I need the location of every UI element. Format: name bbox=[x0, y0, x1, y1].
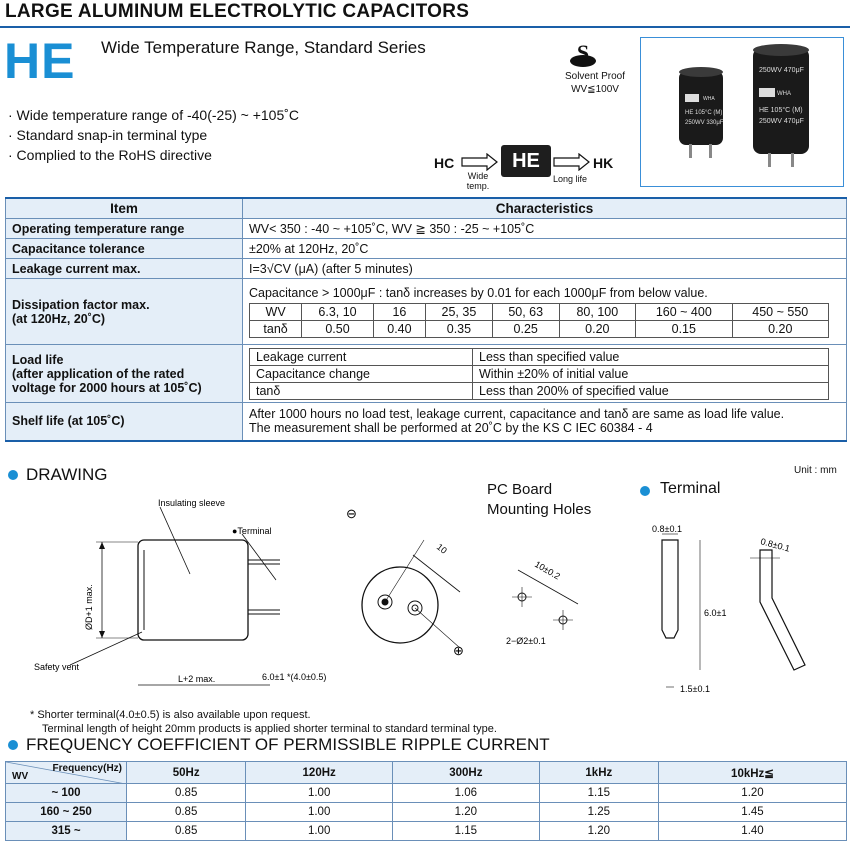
bullet-icon bbox=[8, 740, 18, 750]
cap-large-brand: WHA bbox=[777, 91, 791, 97]
bullet-icon bbox=[8, 470, 18, 480]
minus-icon: ⊖ bbox=[346, 506, 357, 521]
df-tan: 0.20 bbox=[559, 320, 636, 337]
solvent-proof-icon bbox=[566, 40, 600, 68]
df-note: Capacitance > 1000μF : tanδ increases by 0.01 for each 1000μF from below value. bbox=[249, 285, 708, 300]
row-label: Operating temperature range bbox=[6, 219, 243, 239]
label-terminal-width: 0.8±0.1 bbox=[652, 524, 682, 534]
cap-small-brand: WHA bbox=[703, 96, 715, 102]
ripple-value: 1.15 bbox=[539, 784, 658, 803]
df-wv: 450 ~ 550 bbox=[732, 303, 828, 320]
label-terminal: ●Terminal bbox=[232, 526, 272, 536]
load-key: Capacitance change bbox=[250, 365, 473, 382]
flow-to: HK bbox=[593, 155, 614, 171]
dissipation-subtable bbox=[249, 303, 829, 338]
cap-large-line2: 250WV 470μF bbox=[759, 118, 804, 125]
ripple-value: 1.00 bbox=[246, 803, 393, 822]
ripple-value: 1.25 bbox=[539, 803, 658, 822]
ripple-value: 0.85 bbox=[127, 822, 246, 841]
df-tan: 0.50 bbox=[302, 320, 374, 337]
capacitor-photo-image bbox=[641, 38, 842, 185]
df-wv-label: WV bbox=[250, 303, 302, 320]
load-value: Less than 200% of specified value bbox=[473, 382, 829, 399]
ripple-value: 1.00 bbox=[246, 784, 393, 803]
series-name: Wide Temperature Range, Standard Series bbox=[101, 38, 426, 57]
ripple-row bbox=[6, 822, 847, 841]
ripple-corner bbox=[6, 762, 127, 784]
label-terminal-length: 6.0±1 *(4.0±0.5) bbox=[262, 672, 327, 682]
freq-header: 120Hz bbox=[246, 762, 393, 784]
row-label: Shelf life (at 105˚C) bbox=[6, 403, 243, 441]
ripple-value: 0.85 bbox=[127, 784, 246, 803]
label-ten: 10 bbox=[434, 541, 449, 556]
arrow-right-icon bbox=[461, 153, 499, 171]
load-key: tanδ bbox=[250, 382, 473, 399]
cap-large-line1: HE 105°C (M) bbox=[759, 107, 803, 114]
ripple-wv: 315 ~ bbox=[6, 822, 127, 841]
bullet-icon bbox=[640, 486, 650, 496]
solvent-logo-letter: S bbox=[576, 40, 590, 65]
characteristics-table bbox=[5, 197, 847, 442]
unit-label: Unit : mm bbox=[794, 465, 837, 476]
terminal-heading: Terminal bbox=[660, 480, 721, 497]
ripple-value: 1.20 bbox=[539, 822, 658, 841]
header-characteristics: Characteristics bbox=[243, 198, 847, 219]
label-pcb-pitch: 10±0.2 bbox=[533, 559, 562, 582]
drawing-notes bbox=[30, 708, 497, 736]
arrow-right-icon bbox=[553, 153, 591, 171]
df-label-1: Dissipation factor max. bbox=[12, 297, 150, 312]
ripple-value: 1.40 bbox=[659, 822, 847, 841]
ripple-wv: ~ 100 bbox=[6, 784, 127, 803]
feature-item: · Standard snap-in terminal type bbox=[8, 127, 208, 143]
freq-header: 50Hz bbox=[127, 762, 246, 784]
load-life-subtable bbox=[249, 348, 829, 400]
row-label-load-life bbox=[6, 345, 243, 403]
load-label-2: (after application of the rated bbox=[12, 366, 185, 381]
capacitor-top-drawing bbox=[340, 500, 490, 660]
label-length: L+2 max. bbox=[178, 674, 216, 684]
freq-header: 10kHz≦ bbox=[659, 762, 847, 784]
shelf-life-cell bbox=[243, 403, 847, 441]
label-terminal-width-2: 0.8±0.1 bbox=[759, 536, 792, 554]
freq-header: 300Hz bbox=[393, 762, 540, 784]
label-terminal-len: 6.0±1 bbox=[704, 608, 727, 618]
cap-small-line2: 250WV 330μF bbox=[685, 120, 724, 126]
dissipation-cell bbox=[243, 279, 847, 345]
df-wv: 160 ~ 400 bbox=[636, 303, 732, 320]
load-label-3: voltage for 2000 hours at 105˚C) bbox=[12, 380, 202, 395]
drawing-note-1: * Shorter terminal(4.0±0.5) is also available upon request. bbox=[30, 709, 311, 721]
df-wv: 6.3, 10 bbox=[302, 303, 374, 320]
ripple-value: 1.45 bbox=[659, 803, 847, 822]
ripple-table bbox=[5, 761, 847, 841]
drawing-heading: DRAWING bbox=[26, 465, 108, 484]
df-wv: 16 bbox=[373, 303, 425, 320]
label-diameter: ØD+1 max. bbox=[84, 584, 94, 630]
terminal-drawing bbox=[640, 520, 850, 700]
pcb-holes-drawing bbox=[490, 540, 600, 650]
solvent-proof-label bbox=[549, 70, 641, 96]
ripple-row bbox=[6, 784, 847, 803]
row-value: I=3√CV (μA) (after 5 minutes) bbox=[243, 259, 847, 279]
ripple-value: 1.15 bbox=[393, 822, 540, 841]
cap-small-line1: HE 105°C (M) bbox=[685, 110, 723, 116]
freq-header: 1kHz bbox=[539, 762, 658, 784]
label-insulating-sleeve: Insulating sleeve bbox=[158, 498, 226, 508]
feature-item: · Complied to the RoHS directive bbox=[8, 147, 212, 163]
row-label-dissipation bbox=[6, 279, 243, 345]
df-tan: 0.35 bbox=[426, 320, 493, 337]
shelf-line-2: The measurement shall be performed at 20˚C by the KS C IEC 60384 - 4 bbox=[249, 421, 653, 436]
ripple-wv: 160 ~ 250 bbox=[6, 803, 127, 822]
series-code: HE bbox=[4, 33, 76, 89]
capacitor-side-drawing bbox=[30, 490, 330, 700]
flow-from-note: Wide temp. bbox=[466, 171, 490, 191]
solvent-proof-line1: Solvent Proof bbox=[564, 71, 626, 82]
ripple-value: 1.00 bbox=[246, 822, 393, 841]
corner-frequency: Frequency(Hz) bbox=[52, 763, 122, 774]
ripple-value: 1.20 bbox=[659, 784, 847, 803]
ripple-value: 1.06 bbox=[393, 784, 540, 803]
plus-icon: ⊕ bbox=[453, 643, 464, 658]
title-rule bbox=[0, 26, 850, 28]
ripple-value: 0.85 bbox=[127, 803, 246, 822]
df-label-2: (at 120Hz, 20˚C) bbox=[12, 311, 106, 326]
header-item: Item bbox=[6, 198, 243, 219]
drawing-note-2: Terminal length of height 20mm products is applied shorter terminal to standard terminal type. bbox=[42, 723, 497, 735]
label-terminal-base: 1.5±0.1 bbox=[680, 684, 710, 694]
df-tan-label: tanδ bbox=[250, 320, 302, 337]
df-tan: 0.25 bbox=[492, 320, 559, 337]
ripple-row bbox=[6, 803, 847, 822]
df-tan: 0.15 bbox=[636, 320, 732, 337]
flow-current: HE bbox=[501, 145, 551, 177]
df-tan: 0.40 bbox=[373, 320, 425, 337]
row-value: ±20% at 120Hz, 20˚C bbox=[243, 239, 847, 259]
flow-to-note: Long life bbox=[553, 174, 588, 184]
df-wv: 50, 63 bbox=[492, 303, 559, 320]
row-label: Capacitance tolerance bbox=[6, 239, 243, 259]
product-photo bbox=[640, 37, 844, 187]
pcb-title-1: PC Board bbox=[487, 481, 553, 498]
pcb-title bbox=[487, 480, 591, 520]
feature-item: · Wide temperature range of -40(-25) ~ +105˚C bbox=[8, 107, 300, 123]
ripple-value: 1.20 bbox=[393, 803, 540, 822]
row-value: WV< 350 : -40 ~ +105˚C, WV ≧ 350 : -25 ~ +105˚C bbox=[243, 219, 847, 239]
label-safety-vent: Safety vent bbox=[34, 662, 80, 672]
load-value: Less than specified value bbox=[473, 348, 829, 365]
load-value: Within ±20% of initial value bbox=[473, 365, 829, 382]
load-key: Leakage current bbox=[250, 348, 473, 365]
label-pcb-holes: 2−Ø2±0.1 bbox=[506, 636, 546, 646]
pcb-title-2: Mounting Holes bbox=[487, 501, 592, 518]
df-wv: 80, 100 bbox=[559, 303, 636, 320]
ripple-heading: FREQUENCY COEFFICIENT OF PERMISSIBLE RIPPLE CURRENT bbox=[26, 735, 550, 754]
row-label: Leakage current max. bbox=[6, 259, 243, 279]
load-label-1: Load life bbox=[12, 352, 64, 367]
solvent-proof-line2: WV≦100V bbox=[571, 84, 619, 95]
flow-from: HC bbox=[434, 155, 455, 171]
load-life-cell bbox=[243, 345, 847, 403]
cap-large-top: 250WV 470μF bbox=[759, 67, 804, 74]
page-title: LARGE ALUMINUM ELECTROLYTIC CAPACITORS bbox=[5, 1, 470, 22]
corner-wv: WV bbox=[12, 771, 29, 782]
df-tan: 0.20 bbox=[732, 320, 828, 337]
shelf-line-1: After 1000 hours no load test, leakage current, capacitance and tanδ are same as load life value. bbox=[249, 407, 785, 422]
df-wv: 25, 35 bbox=[426, 303, 493, 320]
